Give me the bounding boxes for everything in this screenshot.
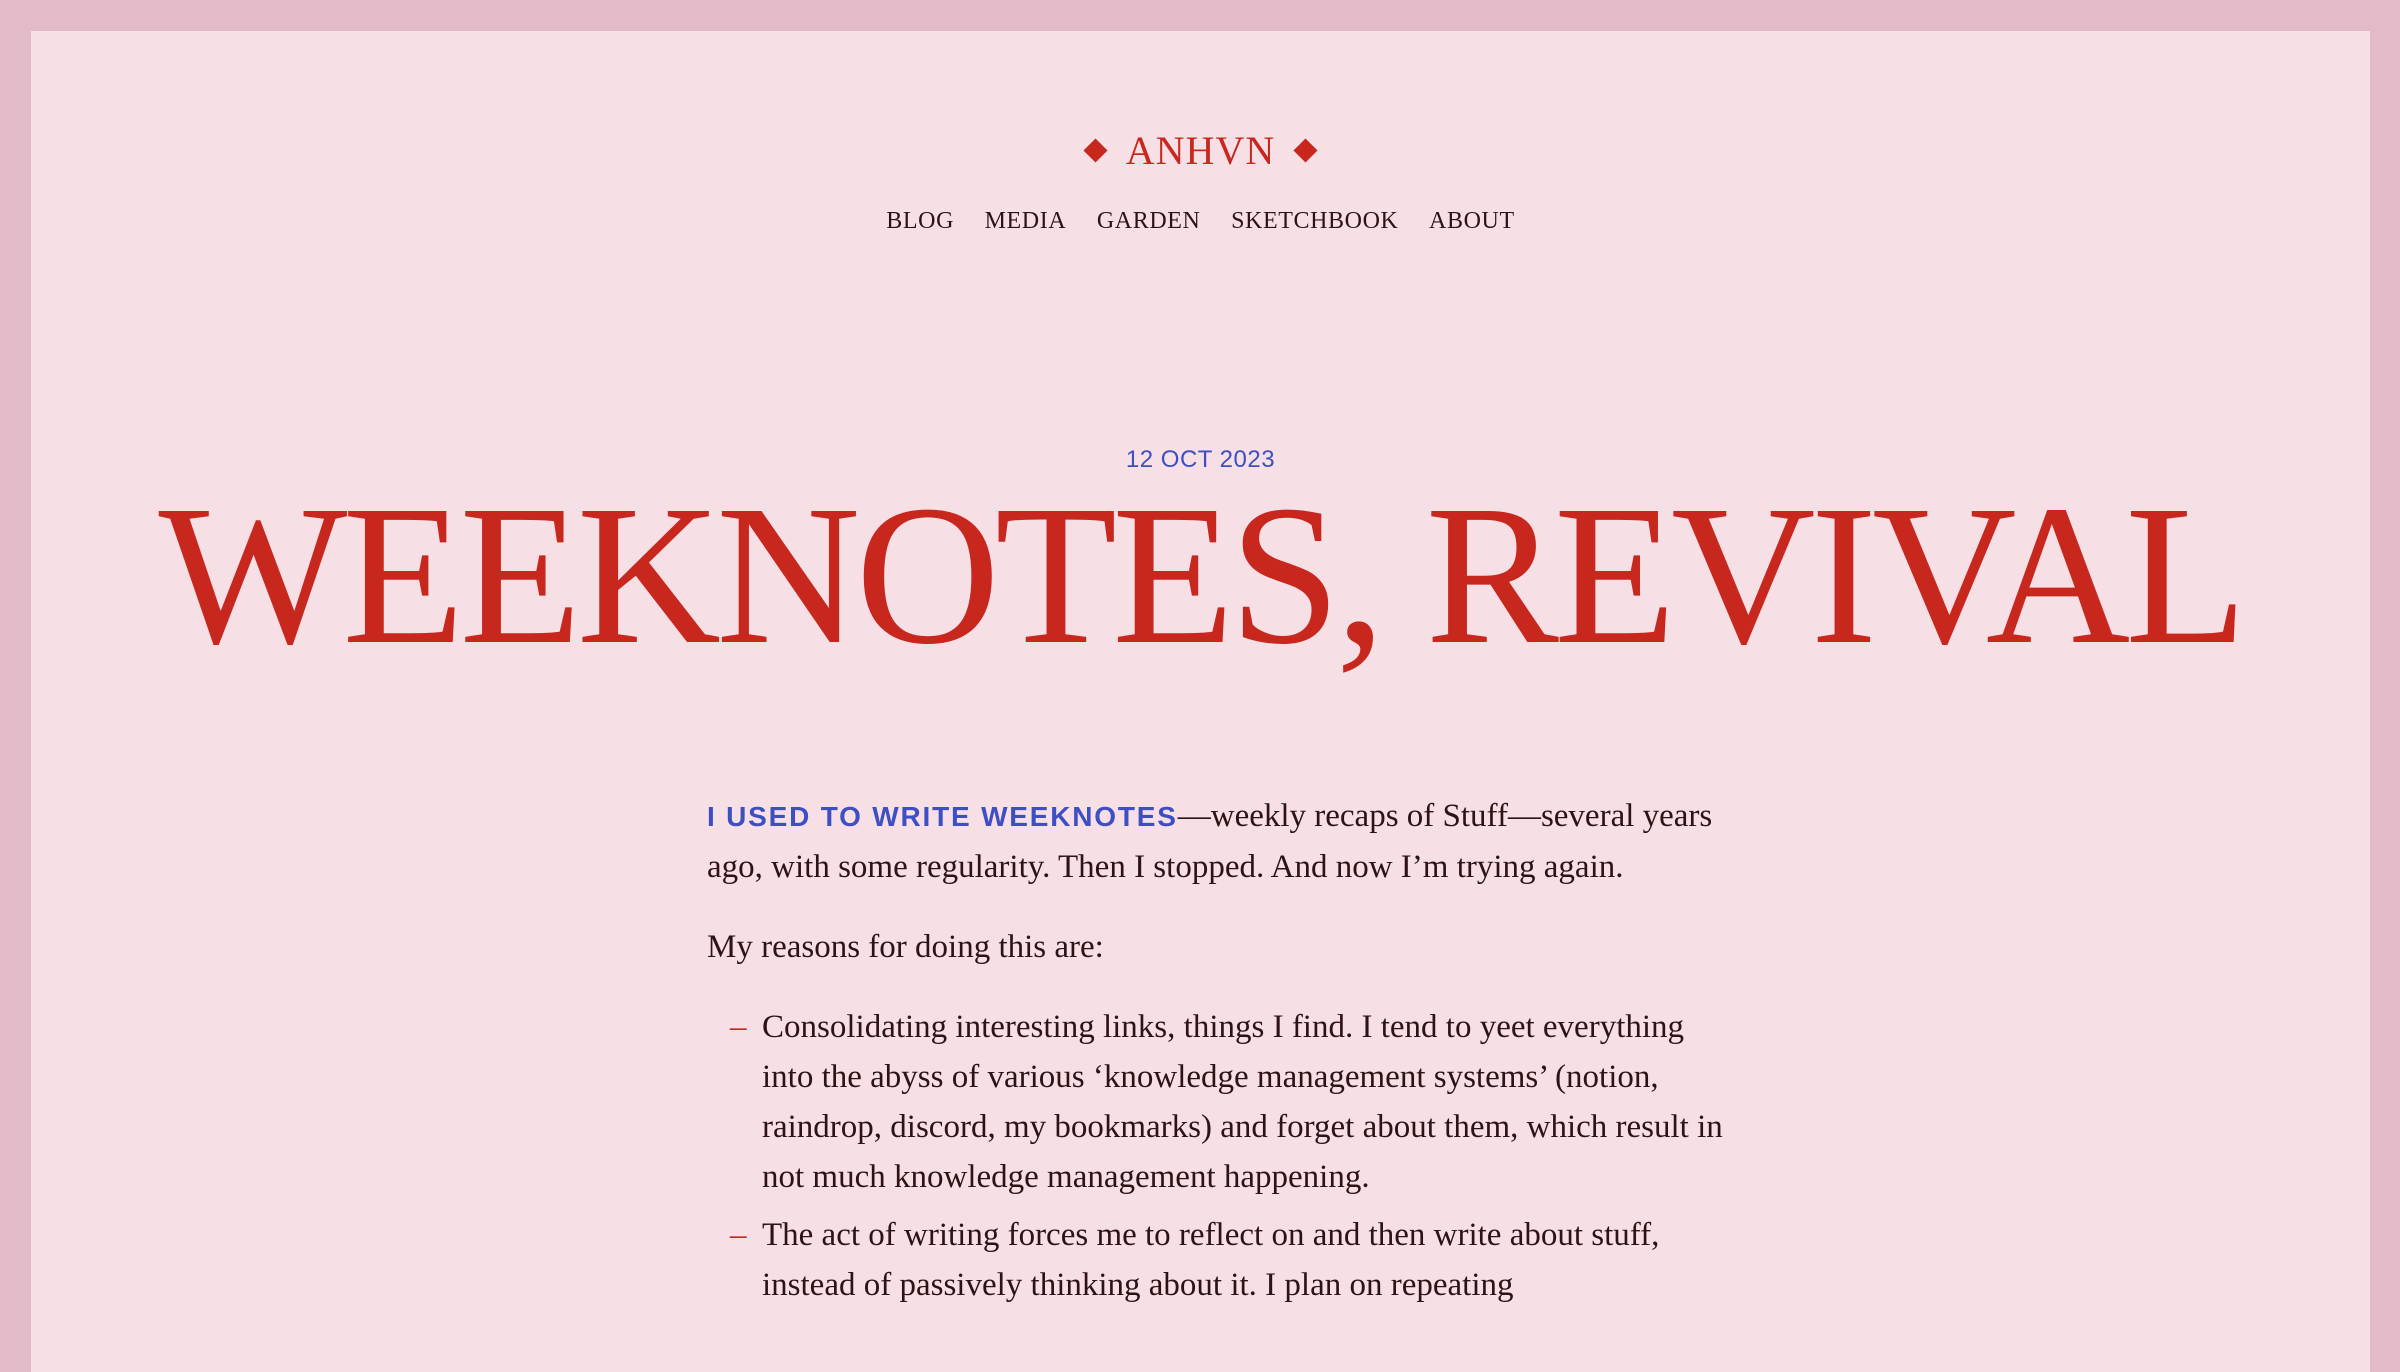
dash-bullet-icon: –	[730, 1009, 747, 1045]
reasons-intro: My reasons for doing this are:	[707, 929, 1104, 965]
nav-link-sketchbook[interactable]: SKETCHBOOK	[1231, 208, 1399, 234]
nav-link-blog[interactable]: BLOG	[886, 208, 954, 234]
post-date: 12 OCT 2023	[1125, 446, 1276, 473]
nav-link-about[interactable]: ABOUT	[1429, 208, 1515, 234]
intro-text: —weekly recaps of Stuff—several years ago, with some regularity. Then I stopped. And now I’m trying again.	[707, 798, 1713, 885]
diamond-right-icon	[1294, 139, 1318, 163]
dash-bullet-icon: –	[730, 1217, 747, 1253]
weeknotes-link[interactable]: I USED TO WRITE WEEKNOTES	[707, 801, 1178, 832]
nav-link-media[interactable]: MEDIA	[984, 208, 1067, 234]
post-title: WEEKNOTES, REVIVAL	[158, 465, 2243, 686]
list-item	[730, 1002, 1727, 1202]
reasons-list	[707, 1002, 1727, 1310]
diamond-left-icon	[1083, 139, 1107, 163]
site-brand-text[interactable]: ANHVN	[1125, 128, 1276, 173]
post-body	[707, 791, 1727, 1318]
main-nav	[31, 201, 2370, 241]
list-item	[730, 1210, 1727, 1310]
intro-paragraph	[707, 791, 1727, 892]
nav-link-garden[interactable]: GARDEN	[1096, 208, 1201, 234]
list-item-text: Consolidating interesting links, things I find. I tend to yeet everything into the abyss of various ‘knowledge management systems’ (notion, raindrop, discord, my bookmarks) and forget about them, which result in not much knowledge management happening.	[762, 1009, 1723, 1195]
list-item-text: The act of writing forces me to reflect on and then write about stuff, instead of passively thinking about it. I plan on repeating	[762, 1217, 1660, 1303]
site-brand[interactable]	[31, 123, 2370, 179]
page-frame	[31, 31, 2370, 1372]
